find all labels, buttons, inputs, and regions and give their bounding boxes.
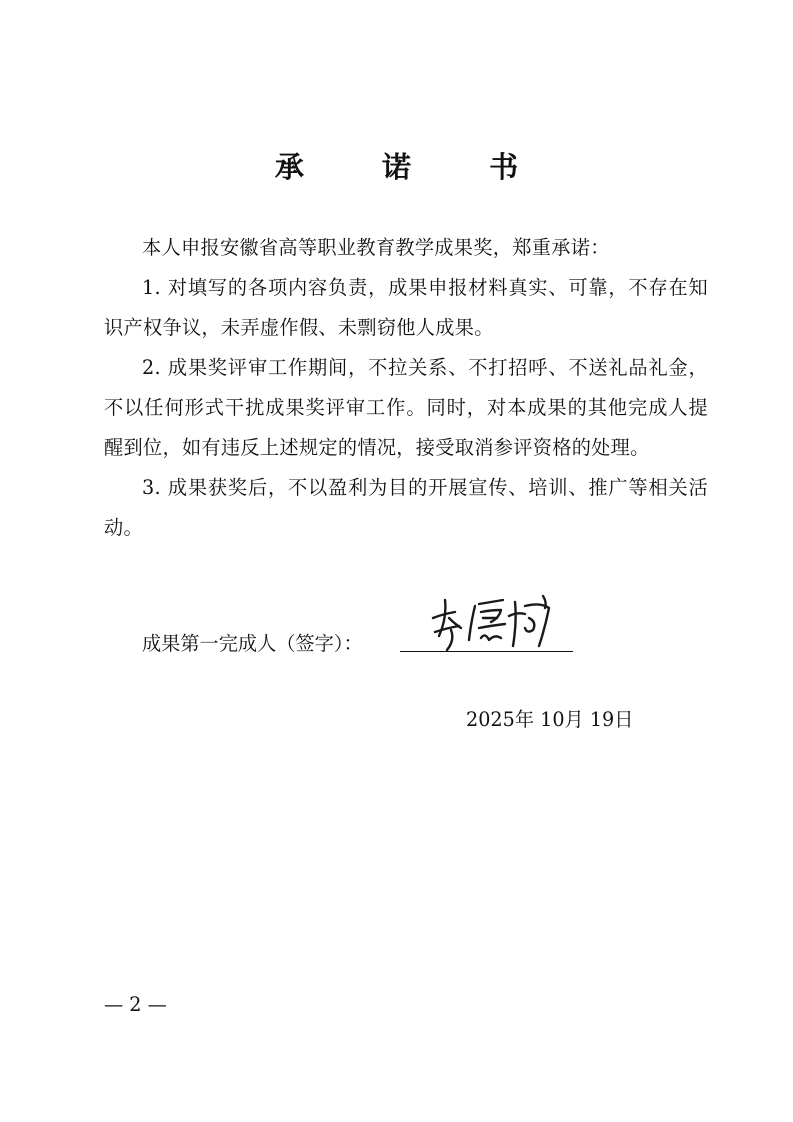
paragraph-item-1: 1. 对填写的各项内容负责，成果申报材料真实、可靠，不存在知识产权争议，未弄虚作假、未剽窃他人成果。 xyxy=(104,276,708,339)
signature-label: 成果第一完成人（签字）： xyxy=(142,632,363,655)
document-title: 承 诺 书 xyxy=(274,150,553,184)
paragraph-item-2: 2. 成果奖评审工作期间，不拉关系、不打招呼、不送礼品礼金，不以任何形式干扰成果奖评审工作。同时，对本成果的其他完成人提醒到位，如有违反上述规定的情况，接受取消参评资格的处理。 xyxy=(104,356,708,459)
signature-date: 2025年 10月 19日 xyxy=(466,708,634,731)
handwritten-signature xyxy=(425,588,555,658)
page-number: — 2 — xyxy=(104,993,167,1016)
paragraph-item-3: 3. 成果获奖后，不以盈利为目的开展宣传、培训、推广等相关活动。 xyxy=(104,476,708,539)
paragraph-intro: 本人申报安徽省高等职业教育教学成果奖，郑重承诺： xyxy=(142,236,610,259)
document-body xyxy=(104,228,708,548)
